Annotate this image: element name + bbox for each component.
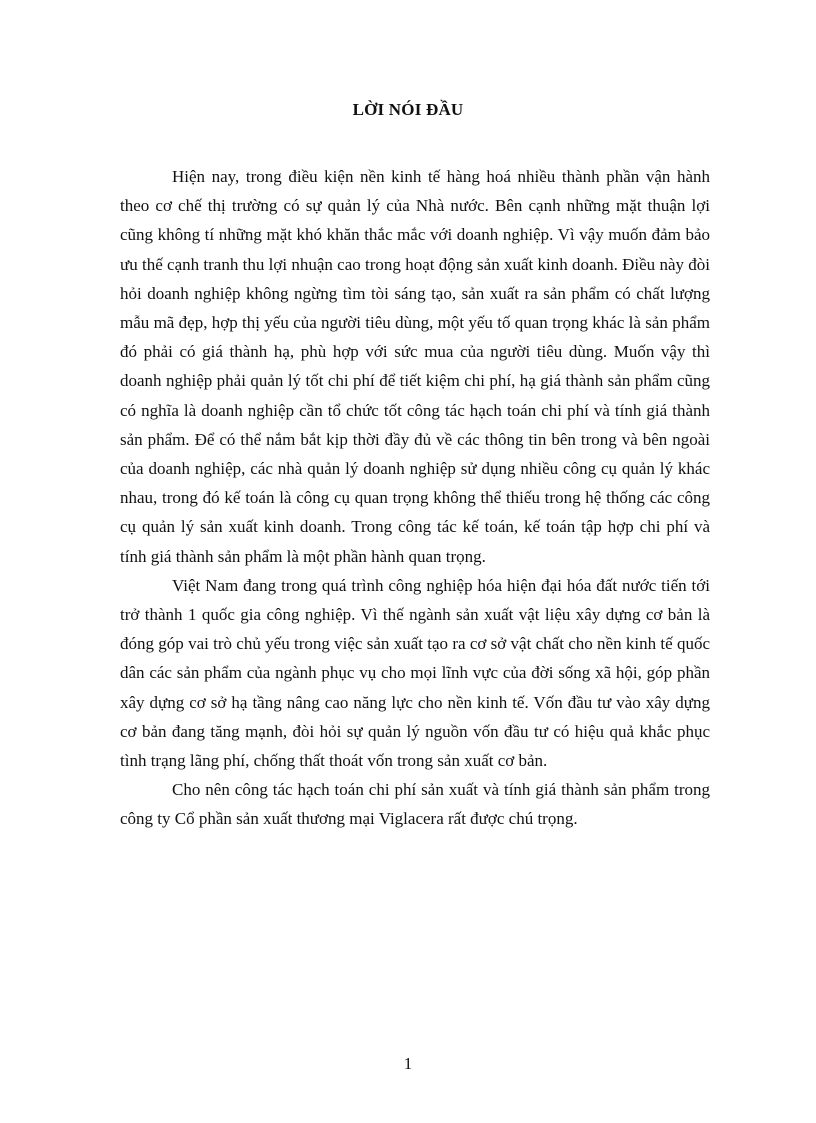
- page-title: LỜI NÓI ĐẦU: [352, 100, 464, 119]
- page-number: 1: [403, 1054, 413, 1073]
- paragraph-1: Hiện nay, trong điều kiện nền kinh tế hàng hoá nhiều thành phần vận hành theo cơ chế thị trường có sự quản lý của Nhà nước. Bên cạnh những mặt thuận lợi cũng không tí những mặt khó khăn thắc mắc với doanh nghiệp. Vì vậy muốn đảm bảo ưu thế cạnh tranh thu lợi nhuận cao trong hoạt động sản xuất kinh doanh. Điều này đòi hỏi doanh nghiệp không ngừng tìm tòi sáng tạo, sản xuất ra sản phẩm có chất lượng mẫu mã đẹp, hợp thị yếu của người tiêu dùng, một yếu tố quan trọng khác là sản phẩm đó phải có giá thành hạ, phù hợp với sức mua của người tiêu dùng. Muốn vậy thì doanh nghiệp phải quản lý tốt chi phí để tiết kiệm chi phí, hạ giá thành sản phẩm cũng có nghĩa là doanh nghiệp cần tổ chức tốt công tác hạch toán chi phí và tính giá thành sản phẩm. Để có thể nắm bắt kịp thời đầy đủ về các thông tin bên trong và bên ngoài của doanh nghiệp, các nhà quản lý doanh nghiệp sử dụng nhiều công cụ quản lý khác nhau, trong đó kế toán là công cụ quan trọng không thể thiếu trong hệ thống các công cụ quản lý sản xuất kinh doanh. Trong công tác kế toán, kế toán tập hợp chi phí và tính giá thành sản phẩm là một phần hành quan trọng.: [120, 167, 710, 566]
- body-text: [120, 162, 710, 834]
- paragraph-3: Cho nên công tác hạch toán chi phí sản xuất và tính giá thành sản phẩm trong công ty Cổ phần sản xuất thương mại Viglacera rất được chú trọng.: [120, 780, 710, 829]
- paragraph-2: Việt Nam đang trong quá trình công nghiệp hóa hiện đại hóa đất nước tiến tới trở thành 1 quốc gia công nghiệp. Vì thế ngành sản xuất vật liệu xây dựng cơ bản là đóng góp vai trò chủ yếu trong việc sản xuất tạo ra cơ sở vật chất cho nền kinh tế quốc dân các sản phẩm của ngành phục vụ cho mọi lĩnh vực của đời sống xã hội, góp phần xây dựng cơ sở hạ tầng nâng cao năng lực cho nền kinh tế. Vốn đầu tư vào xây dựng cơ bản đang tăng mạnh, đòi hỏi sự quản lý nguồn vốn đầu tư có hiệu quả khắc phục tình trạng lãng phí, chống thất thoát vốn trong sản xuất cơ bản.: [120, 575, 710, 771]
